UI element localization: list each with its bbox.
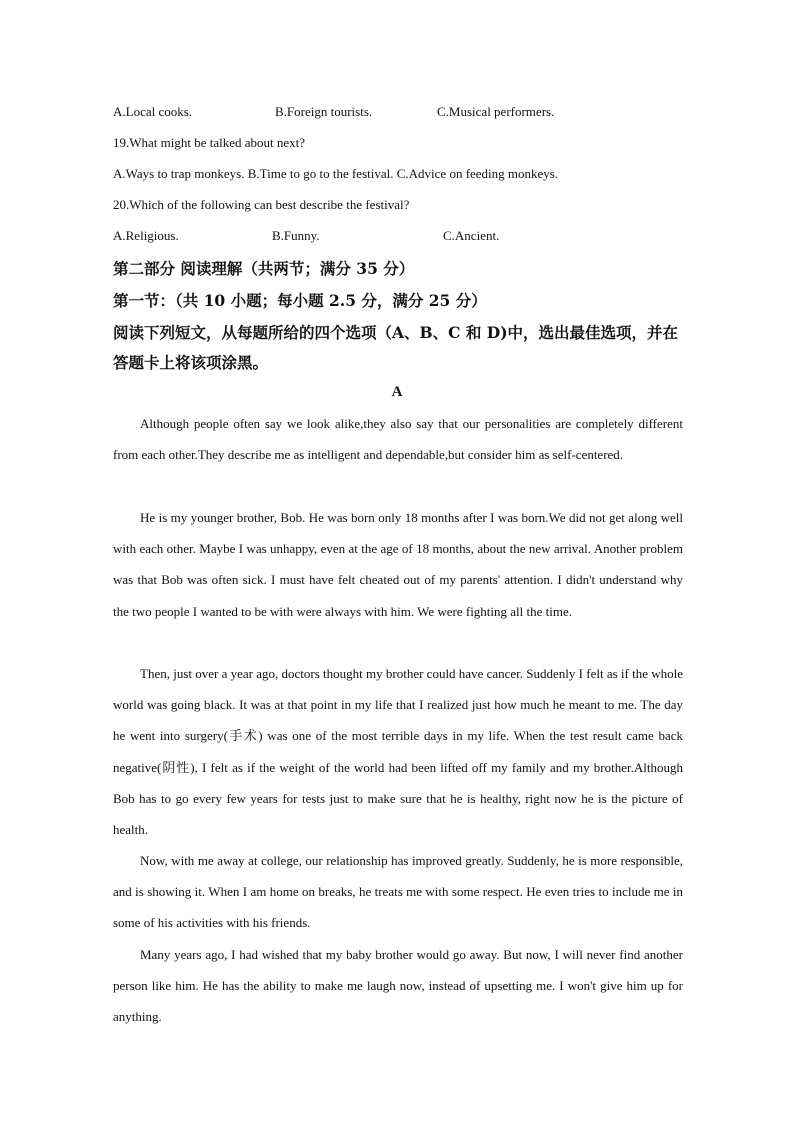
q18-option-b: B.Foreign tourists. (275, 104, 373, 119)
q20-stem: 20.Which of the following can best describe the festival? (113, 197, 410, 212)
paragraph-1: Although people often say we look alike,they also say that our personalities are completely different from each other.They describe me as intelligent and dependable,but consider him as self-centered. (113, 416, 683, 463)
q19-options: A.Ways to trap monkeys. B.Time to go to the festival. C.Advice on feeding monkeys. (113, 166, 559, 181)
q18-option-a: A.Local cooks. (113, 104, 193, 119)
section1-heading: 第一节：（共 10 小题；每小题 2.5 分，满分 25 分） (113, 291, 487, 310)
paragraph-5: Many years ago, I had wished that my baby brother would go away. But now, I will never find another person like him. He has the ability to make me laugh now, instead of upsetting me. I won't give him up for anything. (113, 947, 683, 1025)
instruction-line1: 阅读下列短文，从每题所给的四个选项（A、B、C 和 D)中，选出最佳选项，并在 (113, 323, 679, 342)
q20-option-b: B.Funny. (272, 228, 320, 243)
passage-label: A (391, 384, 403, 400)
instruction-line2: 答题卡上将该项涂黑。 (113, 353, 269, 372)
q19-stem: 19.What might be talked about next? (113, 135, 306, 150)
paragraph-4: Now, with me away at college, our relationship has improved greatly. Suddenly, he is more responsible, and is showing it. When I am home on breaks, he treats me with some respect. He even tries to include me in some of his activities with his friends. (113, 853, 683, 931)
q20-option-a: A.Religious. (113, 228, 179, 243)
paragraph-3: Then, just over a year ago, doctors thought my brother could have cancer. Suddenly I felt as if the whole world was going black. It was at that point in my life that I realized just how much he meant to me. The day he went into surgery(手术) was one of the most terrible days in my life. When the test result came back negative(阴性), I felt as if the weight of the world had been lifted off my family and my brother.Although Bob has to go every few years for tests just to make sure that he is healthy, right now he is the picture of health. (113, 666, 683, 838)
paragraph-2: He is my younger brother, Bob. He was born only 18 months after I was born.We did not get along well with each other. Maybe I was unhappy, even at the age of 18 months, about the new arrival. Another problem was that Bob was often sick. I must have felt cheated out of my parents' attention. I didn't understand why the two people I wanted to be with were always with him. We were fighting all the time. (113, 510, 683, 619)
part2-heading: 第二部分 阅读理解（共两节；满分 35 分） (113, 259, 415, 278)
q18-option-c: C.Musical performers. (437, 104, 555, 119)
q20-option-c: C.Ancient. (443, 228, 500, 243)
